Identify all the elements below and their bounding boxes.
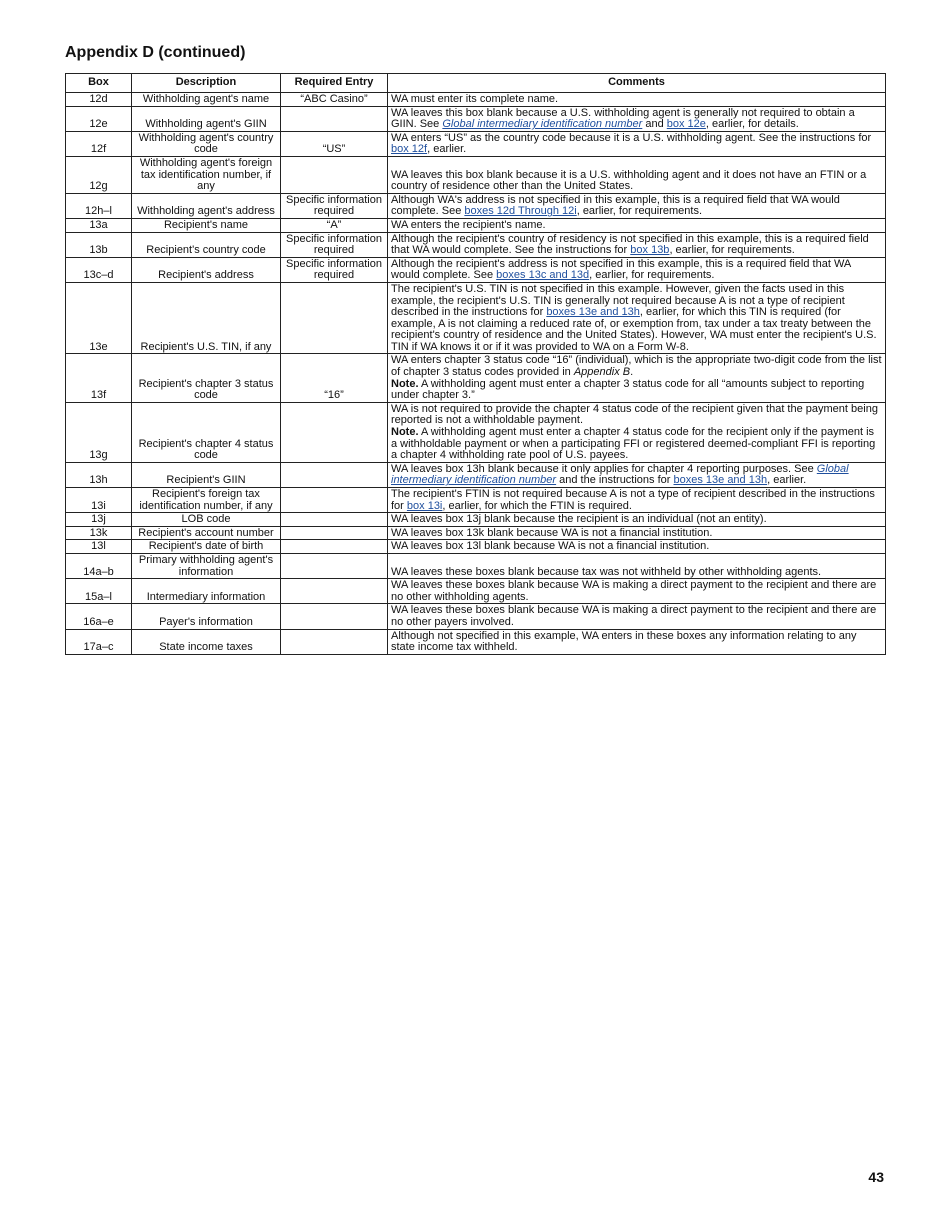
box-cell: 13k — [66, 526, 132, 540]
comments-cell — [388, 604, 886, 629]
comment-text: A withholding agent must enter a chapter 4 status code for the recipient only if the payment is a withholdable payment or when a participating FFI or registered deemed-compliant FFI is reporting a chapter 4 withholding rate pool of U.S. payees. — [391, 426, 876, 462]
comment-text: WA is not required to provide the chapter 4 status code of the recipient given that the payment being reported is not a withholdable payment. — [391, 402, 878, 427]
header-required-entry: Required Entry — [281, 74, 388, 93]
box-cell: 17a–c — [66, 629, 132, 654]
cross-reference-link[interactable]: Global intermediary identification number — [442, 118, 643, 131]
box-cell: 13j — [66, 513, 132, 527]
required-entry-cell: Specific information required — [281, 193, 388, 218]
comments-cell — [388, 462, 886, 487]
comments-cell — [388, 282, 886, 354]
header-box: Box — [66, 74, 132, 93]
required-entry-cell — [281, 526, 388, 540]
box-cell: 15a–l — [66, 579, 132, 604]
table-row — [66, 488, 886, 513]
comment-text: A withholding agent must enter a chapter 3 status code for all “amounts subject to reporting under chapter 3.” — [391, 377, 865, 402]
box-cell: 14a–b — [66, 553, 132, 578]
cross-reference-link[interactable]: boxes 13c and 13d — [496, 269, 590, 282]
box-cell: 12e — [66, 106, 132, 131]
comments-cell — [388, 629, 886, 654]
comments-cell — [388, 156, 886, 193]
comment-text: . — [630, 366, 634, 379]
table-row — [66, 193, 886, 218]
required-entry-cell: “US” — [281, 131, 388, 156]
appendix-d-table — [65, 73, 886, 655]
required-entry-cell — [281, 402, 388, 462]
description-cell: Withholding agent's name — [132, 93, 281, 107]
comment-text: , earlier, for requirements. — [576, 205, 703, 218]
box-cell: 12f — [66, 131, 132, 156]
comments-cell — [388, 232, 886, 257]
description-cell: Withholding agent's GIIN — [132, 106, 281, 131]
comments-cell — [388, 218, 886, 232]
description-cell: Recipient's foreign tax identification number, if any — [132, 488, 281, 513]
description-cell: Recipient's U.S. TIN, if any — [132, 282, 281, 354]
comments-cell — [388, 354, 886, 402]
required-entry-cell — [281, 604, 388, 629]
description-cell: Recipient's name — [132, 218, 281, 232]
required-entry-cell — [281, 462, 388, 487]
description-cell: Recipient's country code — [132, 232, 281, 257]
description-cell: Withholding agent's country code — [132, 131, 281, 156]
comment-text: WA enters “US” as the country code because it is a U.S. withholding agent. See the instructions for — [391, 131, 872, 144]
description-cell: Primary withholding agent's information — [132, 553, 281, 578]
comments-cell — [388, 488, 886, 513]
box-cell: 12g — [66, 156, 132, 193]
comments-cell — [388, 193, 886, 218]
comment-text: Although the recipient's country of residency is not specified in this example, this is a required field that WA would complete. See the instructions for — [391, 232, 869, 257]
description-cell: LOB code — [132, 513, 281, 527]
comments-cell — [388, 513, 886, 527]
comments-cell — [388, 402, 886, 462]
box-cell: 13g — [66, 402, 132, 462]
cross-reference-link[interactable]: Global intermediary identification number — [391, 462, 849, 487]
comment-text: Although WA's address is not specified in this example, this is a required field that WA would complete. See — [391, 193, 840, 218]
table-row — [66, 579, 886, 604]
table-row — [66, 218, 886, 232]
description-cell: Withholding agent's address — [132, 193, 281, 218]
comment-text: , earlier, for requirements. — [589, 269, 715, 282]
box-cell: 13h — [66, 462, 132, 487]
table-body — [66, 93, 886, 655]
comment-text: Appendix B — [573, 366, 631, 379]
table-row — [66, 402, 886, 462]
table-row — [66, 257, 886, 282]
box-cell: 13f — [66, 354, 132, 402]
comments-cell — [388, 540, 886, 554]
cross-reference-link[interactable]: boxes 13e and 13h — [673, 474, 768, 487]
table-header-row — [66, 74, 886, 93]
comment-text: , earlier, for which the FTIN is required. — [442, 499, 632, 512]
comment-text: , earlier. — [427, 143, 467, 156]
box-cell: 16a–e — [66, 604, 132, 629]
comment-text: Although not specified in this example, WA enters in these boxes any information relating to any state income tax withheld. — [391, 629, 857, 654]
box-cell: 13c–d — [66, 257, 132, 282]
header-comments: Comments — [388, 74, 886, 93]
description-cell: Recipient's account number — [132, 526, 281, 540]
description-cell: State income taxes — [132, 629, 281, 654]
table-row — [66, 232, 886, 257]
table-row — [66, 131, 886, 156]
comment-text: and the instructions for — [556, 474, 674, 487]
table-row — [66, 462, 886, 487]
box-cell: 12h–l — [66, 193, 132, 218]
box-cell: 13a — [66, 218, 132, 232]
cross-reference-link[interactable]: boxes 13e and 13h — [546, 306, 640, 319]
note-label: Note. — [391, 426, 419, 439]
table-row — [66, 93, 886, 107]
description-cell: Withholding agent's foreign tax identification number, if any — [132, 156, 281, 193]
comment-text: , earlier. — [767, 474, 807, 487]
description-cell: Recipient's date of birth — [132, 540, 281, 554]
comment-text: WA enters chapter 3 status code “16” (individual), which is the appropriate two-digit code from the list of chapter 3 status codes provided in — [391, 354, 882, 379]
cross-reference-link[interactable]: box 13i — [406, 499, 443, 512]
description-cell: Intermediary information — [132, 579, 281, 604]
comment-text: WA leaves box 13j blank because the recipient is an individual (not an entity). — [391, 513, 767, 526]
comments-cell — [388, 579, 886, 604]
required-entry-cell — [281, 540, 388, 554]
table-row — [66, 604, 886, 629]
table-row — [66, 106, 886, 131]
description-cell: Recipient's GIIN — [132, 462, 281, 487]
box-cell: 13b — [66, 232, 132, 257]
note-label: Note. — [391, 377, 419, 390]
comment-text: WA leaves box 13h blank because it only applies for chapter 4 reporting purposes. See — [391, 462, 817, 475]
required-entry-cell — [281, 488, 388, 513]
page-title: Appendix D (continued) — [65, 44, 246, 61]
box-cell: 12d — [66, 93, 132, 107]
table-row — [66, 540, 886, 554]
box-cell: 13l — [66, 540, 132, 554]
cross-reference-link[interactable]: boxes 12d Through 12i — [464, 205, 577, 218]
required-entry-cell — [281, 106, 388, 131]
required-entry-cell: Specific information required — [281, 232, 388, 257]
required-entry-cell — [281, 629, 388, 654]
comments-cell — [388, 106, 886, 131]
header-description: Description — [132, 74, 281, 93]
description-cell: Recipient's chapter 4 status code — [132, 402, 281, 462]
comment-text: WA leaves these boxes blank because WA is making a direct payment to the recipient and there are no other withholding agents. — [391, 579, 877, 603]
required-entry-cell — [281, 156, 388, 193]
cross-reference-link[interactable]: box 12e — [666, 118, 706, 131]
required-entry-cell — [281, 513, 388, 527]
comment-text: WA leaves these boxes blank because WA is making a direct payment to the recipient and there are no other payers involved. — [391, 604, 877, 628]
comment-text: The recipient's FTIN is not required because A is not a type of recipient described in the instructions for — [391, 488, 875, 512]
table-row — [66, 553, 886, 578]
comment-text: , earlier, for which this TIN is required (for example, A is not claiming a reduced rate of, or exemption from, tax under a tax treaty between the recipient's country of residence and the United States). However, WA must enter the recipient's U.S. TIN if WA knows it or if it was provided to WA on a Form W-8. — [391, 306, 877, 353]
description-cell: Recipient's chapter 3 status code — [132, 354, 281, 402]
comments-cell — [388, 131, 886, 156]
comment-text: The recipient's U.S. TIN is not specified in this example. However, given the facts used in this example, the recipient's U.S. TIN is generally not required because A is not a type of recipient described in the instructions for — [391, 282, 845, 319]
comment-text: WA leaves box 13l blank because WA is not a financial institution. — [391, 540, 710, 553]
comment-text: WA leaves this box blank because it is a U.S. withholding agent and it does not have an FTIN or a country of residence other than the United States. — [391, 168, 867, 193]
comments-cell — [388, 93, 886, 107]
required-entry-cell: “ABC Casino” — [281, 93, 388, 107]
box-cell: 13e — [66, 282, 132, 354]
table-row — [66, 526, 886, 540]
table-row — [66, 513, 886, 527]
comment-text: WA must enter its complete name. — [391, 93, 559, 105]
comment-text: WA leaves box 13k blank because WA is not a financial institution. — [391, 526, 713, 539]
required-entry-cell: “16” — [281, 354, 388, 402]
comment-text: WA leaves this box blank because a U.S. withholding agent is generally not required to obtain a GIIN. See — [391, 106, 855, 131]
required-entry-cell — [281, 282, 388, 354]
required-entry-cell — [281, 553, 388, 578]
required-entry-cell: “A” — [281, 218, 388, 232]
description-cell: Recipient's address — [132, 257, 281, 282]
comments-cell — [388, 526, 886, 540]
table-row — [66, 156, 886, 193]
comments-cell — [388, 553, 886, 578]
required-entry-cell — [281, 579, 388, 604]
required-entry-cell: Specific information required — [281, 257, 388, 282]
comment-text: and — [642, 118, 667, 131]
comment-text: Although the recipient's address is not specified in this example, this is a required field that WA would complete. See — [391, 257, 851, 282]
table-row — [66, 629, 886, 654]
comment-text: WA leaves these boxes blank because tax was not withheld by other withholding agents. — [391, 565, 822, 578]
box-cell: 13i — [66, 488, 132, 513]
comment-text: WA enters the recipient's name. — [391, 218, 546, 231]
comments-cell — [388, 257, 886, 282]
cross-reference-link[interactable]: box 12f — [391, 143, 428, 156]
cross-reference-link[interactable]: box 13b — [630, 244, 670, 257]
description-cell: Payer's information — [132, 604, 281, 629]
comment-text: , earlier, for requirements. — [669, 244, 795, 257]
table-row — [66, 282, 886, 354]
table-row — [66, 354, 886, 402]
page-number: 43 — [868, 1169, 884, 1185]
comment-text: , earlier, for details. — [705, 118, 799, 131]
